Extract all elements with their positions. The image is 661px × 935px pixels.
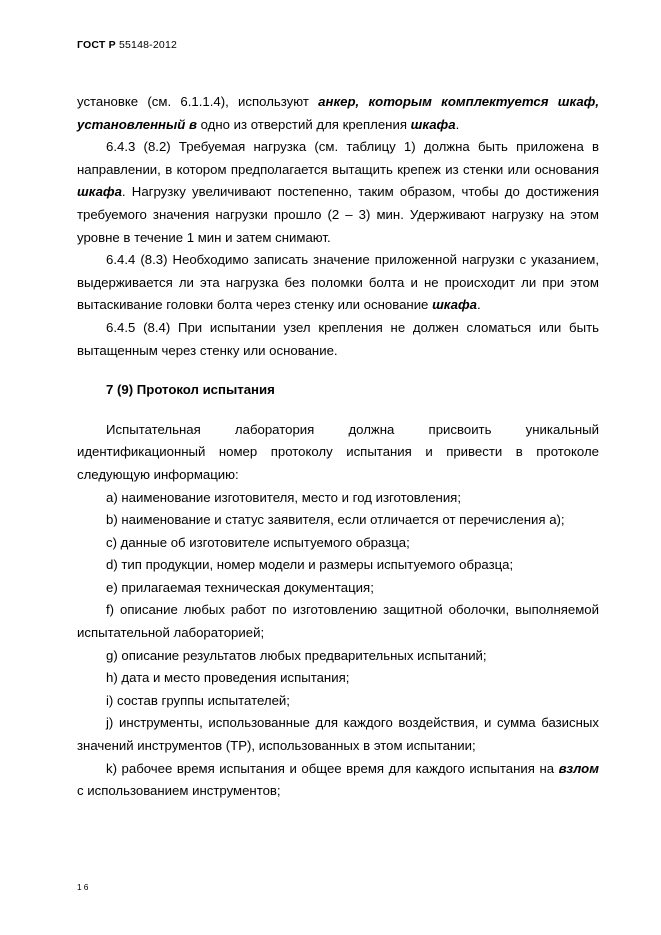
section-heading: 7 (9) Протокол испытания — [106, 382, 275, 398]
list-item: g) описание результатов любых предварительных испытаний; — [106, 647, 487, 663]
standard-code: ГОСТ Р — [77, 39, 116, 51]
text-run: 6.4.4 (8.3) Необходимо записать значение приложенной нагрузки с указанием, выдерживается ли эта нагрузка без поломки болта и не происходит ли при этом вытаскивание головки болта через стенку или основание — [77, 252, 599, 313]
list-item: f) описание любых работ по изготовлению защитной оболочки, выполняемой испытательной лабораторией; — [77, 602, 599, 641]
list-item: d) тип продукции, номер модели и размеры испытуемого образца; — [106, 557, 514, 573]
list-item: c) данные об изготовителе испытуемого образца; — [106, 534, 410, 550]
emphasis-run: шкафа — [432, 297, 477, 313]
paragraph-6-4-4 — [77, 249, 599, 317]
page-number: 16 — [77, 882, 91, 892]
paragraph-6-4-5: 6.4.5 (8.4) При испытании узел крепления не должен сломаться или быть вытащенным через стенку или основание. — [77, 319, 599, 358]
text-run: с использованием инструментов; — [77, 783, 281, 799]
text-run: одно из отверстий для крепления — [196, 116, 411, 132]
paragraph-6-4-3 — [77, 136, 599, 249]
text-run: k) рабочее время испытания и общее время для каждого испытания на — [106, 760, 559, 776]
list-item: i) состав группы испытателей; — [106, 692, 290, 708]
list-item — [77, 758, 599, 803]
list-item: e) прилагаемая техническая документация; — [106, 579, 374, 595]
section-intro: Испытательная лаборатория должна присвоить уникальный идентификационный номер протоколу испытания и привести в протоколе следующую информацию: — [77, 421, 599, 482]
document-body — [77, 91, 599, 803]
text-run: установке (см. 6.1.1.4), используют — [77, 94, 319, 109]
list-item: h) дата и место проведения испытания; — [106, 670, 350, 686]
emphasis-run: анкер, которым комплектуется шкаф, установленный в — [77, 94, 599, 132]
emphasis-run: взлом — [558, 760, 599, 776]
text-run: 6.4.3 (8.2) Требуемая нагрузка (см. таблицу 1) должна быть приложена в направлении, в котором предполагается вытащить крепеж из стенки или основания — [77, 139, 599, 177]
paragraph-installation — [77, 91, 599, 136]
text-run: . — [455, 116, 460, 132]
list-item: b) наименование и статус заявителя, если отличается от перечисления a); — [106, 512, 565, 528]
list-item: a) наименование изготовителя, место и год изготовления; — [106, 489, 461, 505]
standard-number: 55148-2012 — [118, 39, 178, 51]
list-item: j) инструменты, использованные для каждого воздействия, и сумма базисных значений инструментов (TP), использованных в этом испытании; — [77, 715, 599, 754]
text-run: . — [476, 297, 481, 313]
emphasis-run: шкафа — [410, 116, 456, 132]
text-run: . Нагрузку увеличивают постепенно, таким образом, чтобы до достижения требуемого значения нагрузки прошло (2 – 3) мин. Удерживают нагрузку на этом уровне в течение 1 мин и затем снимают. — [77, 184, 599, 245]
document-header — [77, 39, 177, 51]
emphasis-run: шкафа — [77, 184, 122, 200]
